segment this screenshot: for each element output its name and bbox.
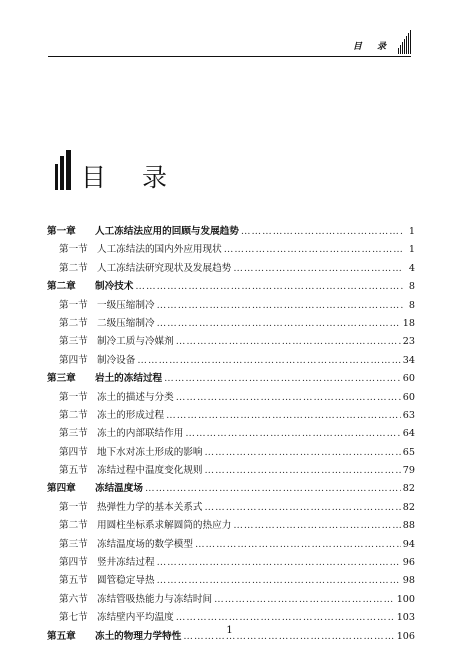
toc-section-entry — [47, 425, 415, 443]
toc-entry-title: 冻结管吸热能力与冻结时间 — [97, 593, 213, 605]
toc-section-entry — [47, 517, 415, 535]
toc-entry-page: 103 — [396, 612, 415, 624]
dot-leader — [135, 278, 403, 296]
toc-section-entry — [47, 462, 415, 480]
toc-entry-title: 制冷工质与冷媒剂 — [97, 336, 174, 348]
toc-entry-title: 人工冻结法的国内外应用现状 — [97, 244, 222, 256]
toc-entry-label: 第二节 — [59, 262, 88, 274]
dot-leader — [195, 536, 401, 554]
toc-section-entry — [47, 315, 415, 333]
dot-leader — [205, 444, 401, 462]
header-rule — [48, 56, 411, 57]
toc-entry-label: 第六节 — [59, 593, 88, 605]
toc-entry-page: 4 — [408, 262, 415, 274]
dot-leader — [157, 554, 401, 572]
toc-entry-page: 23 — [402, 336, 415, 348]
toc-entry-page: 82 — [402, 501, 415, 513]
toc-chapter-entry — [47, 480, 415, 498]
toc-entry-label: 第三章 — [47, 373, 76, 385]
dot-leader — [185, 425, 400, 443]
toc-entry-page: 1 — [408, 226, 415, 237]
toc-entry-title: 冻结温度场的数学模型 — [97, 538, 193, 550]
toc-entry-title: 岩土的冻结过程 — [95, 373, 163, 385]
toc-entry-title: 冻结过程中温度变化规则 — [97, 465, 203, 477]
toc-entry-label: 第四节 — [59, 354, 88, 366]
toc-entry-label: 第二章 — [47, 281, 76, 293]
toc-entry-page: 18 — [402, 317, 415, 329]
toc-entry-page: 64 — [402, 428, 415, 440]
toc-section-entry — [47, 389, 415, 407]
toc-entry-page: 8 — [408, 281, 415, 293]
toc-entry-label: 第二节 — [59, 409, 88, 421]
toc-entry-label: 第二节 — [59, 317, 88, 329]
toc-entry-page: 94 — [402, 538, 415, 550]
toc-entry-page: 65 — [402, 446, 415, 458]
table-of-contents — [47, 223, 415, 646]
toc-entry-page: 106 — [396, 630, 415, 642]
toc-entry-label: 第五章 — [47, 630, 76, 642]
toc-entry-title: 用圆柱坐标系求解圆筒的热应力 — [97, 520, 232, 532]
toc-entry-label: 第二节 — [59, 520, 88, 532]
toc-entry-title: 人工冻结法应用的回顾与发展趋势 — [95, 226, 239, 237]
toc-entry-title: 人工冻结法研究现状及发展趋势 — [97, 262, 232, 274]
toc-section-entry — [47, 591, 415, 609]
dot-leader — [205, 499, 401, 517]
dot-leader — [166, 407, 401, 425]
toc-entry-label: 第四章 — [47, 483, 76, 495]
toc-entry-label: 第三节 — [59, 336, 88, 348]
dot-leader — [241, 223, 403, 241]
toc-entry-page: 1 — [408, 244, 415, 256]
dot-leader — [233, 260, 403, 278]
toc-entry-label: 第一章 — [47, 226, 76, 237]
dot-leader — [176, 389, 401, 407]
toc-entry-title: 地下水对冻土形成的影响 — [97, 446, 203, 458]
toc-entry-title: 二级压缩制冷 — [97, 317, 155, 329]
toc-entry-page: 100 — [396, 593, 415, 605]
toc-entry-title: 冻土的物理力学特性 — [95, 630, 182, 642]
toc-entry-page: 96 — [402, 557, 415, 569]
toc-entry-page: 34 — [402, 354, 415, 366]
toc-section-entry — [47, 333, 415, 351]
toc-entry-title: 冻结温度场 — [95, 483, 143, 495]
toc-entry-title: 冻结壁内平均温度 — [97, 612, 174, 624]
page-title-block — [55, 150, 181, 190]
page-number: 1 — [226, 625, 233, 636]
dot-leader — [214, 591, 395, 609]
dot-leader — [157, 297, 403, 315]
toc-section-entry — [47, 536, 415, 554]
toc-entry-title: 制冷设备 — [97, 354, 136, 366]
toc-entry-label: 第三节 — [59, 428, 88, 440]
toc-entry-label: 第七节 — [59, 612, 88, 624]
dot-leader — [157, 315, 401, 333]
dot-leader — [145, 480, 401, 498]
header-bars-decoration — [398, 30, 411, 54]
toc-section-entry — [47, 260, 415, 278]
dot-leader — [205, 462, 401, 480]
dot-leader — [176, 333, 401, 351]
toc-entry-page: 79 — [402, 465, 415, 477]
toc-entry-label: 第五节 — [59, 465, 88, 477]
toc-entry-title: 冻土的描述与分类 — [97, 391, 174, 403]
page-title: 目 录 — [81, 163, 181, 192]
toc-entry-label: 第一节 — [59, 299, 88, 311]
toc-entry-page: 63 — [402, 409, 415, 421]
dot-leader — [164, 370, 401, 388]
toc-section-entry — [47, 499, 415, 517]
toc-section-entry — [47, 444, 415, 462]
toc-entry-page: 98 — [402, 575, 415, 587]
toc-entry-label: 第四节 — [59, 557, 88, 569]
toc-entry-page: 60 — [402, 391, 415, 403]
toc-entry-label: 第一节 — [59, 244, 88, 256]
dot-leader — [137, 352, 400, 370]
toc-entry-page: 82 — [402, 483, 415, 495]
title-bars-decoration — [55, 150, 71, 190]
toc-chapter-entry — [47, 223, 415, 241]
toc-entry-page: 8 — [408, 299, 415, 311]
toc-entry-title: 圆管稳定导热 — [97, 575, 155, 587]
dot-leader — [157, 572, 401, 590]
toc-entry-label: 第三节 — [59, 538, 88, 550]
toc-section-entry — [47, 352, 415, 370]
toc-section-entry — [47, 241, 415, 259]
toc-entry-label: 第四节 — [59, 446, 88, 458]
toc-entry-title: 热弹性力学的基本关系式 — [97, 501, 203, 513]
toc-entry-label: 第一节 — [59, 391, 88, 403]
toc-section-entry — [47, 554, 415, 572]
toc-entry-page: 60 — [402, 373, 415, 385]
dot-leader — [224, 241, 403, 259]
toc-entry-label: 第五节 — [59, 575, 88, 587]
toc-section-entry — [47, 297, 415, 315]
dot-leader — [233, 517, 400, 535]
toc-entry-title: 一级压缩制冷 — [97, 299, 155, 311]
running-header-title: 目 录 — [352, 42, 392, 52]
toc-chapter-entry — [47, 278, 415, 296]
toc-chapter-entry — [47, 370, 415, 388]
toc-entry-title: 制冷技术 — [95, 281, 134, 293]
toc-entry-page: 88 — [402, 520, 415, 532]
toc-section-entry — [47, 407, 415, 425]
toc-entry-title: 冻土的内部联结作用 — [97, 428, 184, 440]
toc-entry-title: 竖井冻结过程 — [97, 557, 155, 569]
toc-section-entry — [47, 572, 415, 590]
toc-entry-title: 冻土的形成过程 — [97, 409, 165, 421]
toc-entry-label: 第一节 — [59, 501, 88, 513]
running-header — [353, 30, 411, 54]
